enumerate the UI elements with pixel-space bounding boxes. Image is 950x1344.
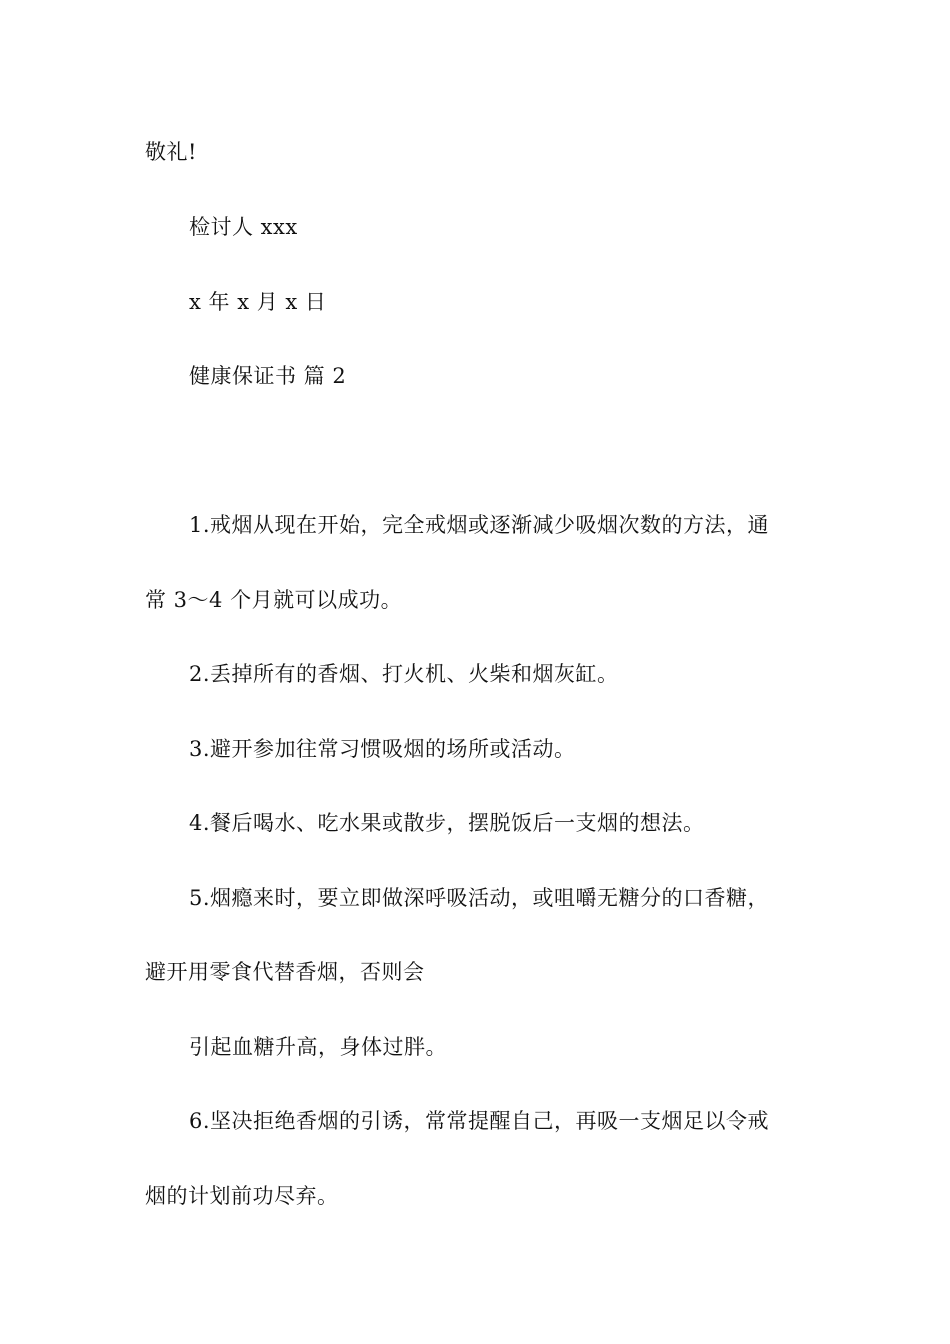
list-item-6-line-2: 烟的计划前功尽弃。	[145, 1184, 339, 1208]
list-item-2: 2.丢掉所有的香烟、打火机、火柴和烟灰缸。	[189, 662, 619, 686]
closing-salutation: 敬礼!	[145, 140, 197, 164]
list-item-1-line-1: 1.戒烟从现在开始，完全戒烟或逐渐减少吸烟次数的方法，通	[189, 513, 770, 537]
list-item-4: 4.餐后喝水、吃水果或散步，摆脱饭后一支烟的想法。	[189, 811, 705, 835]
list-item-6-line-1: 6.坚决拒绝香烟的引诱，常常提醒自己，再吸一支烟足以令戒	[189, 1109, 770, 1133]
list-item-5-line-3: 引起血糖升高，身体过胖。	[189, 1035, 447, 1059]
list-item-5-line-1: 5.烟瘾来时，要立即做深呼吸活动，或咀嚼无糖分的口香糖，	[189, 886, 770, 910]
list-item-1-line-2: 常 3～4 个月就可以成功。	[145, 588, 403, 612]
date-line: x 年 x 月 x 日	[189, 290, 327, 314]
list-item-5-line-2: 避开用零食代替香烟，否则会	[145, 960, 425, 984]
list-item-3: 3.避开参加往常习惯吸烟的场所或活动。	[189, 737, 576, 761]
section-title: 健康保证书 篇 2	[189, 364, 347, 388]
signer-line: 检讨人 xxx	[189, 215, 298, 239]
